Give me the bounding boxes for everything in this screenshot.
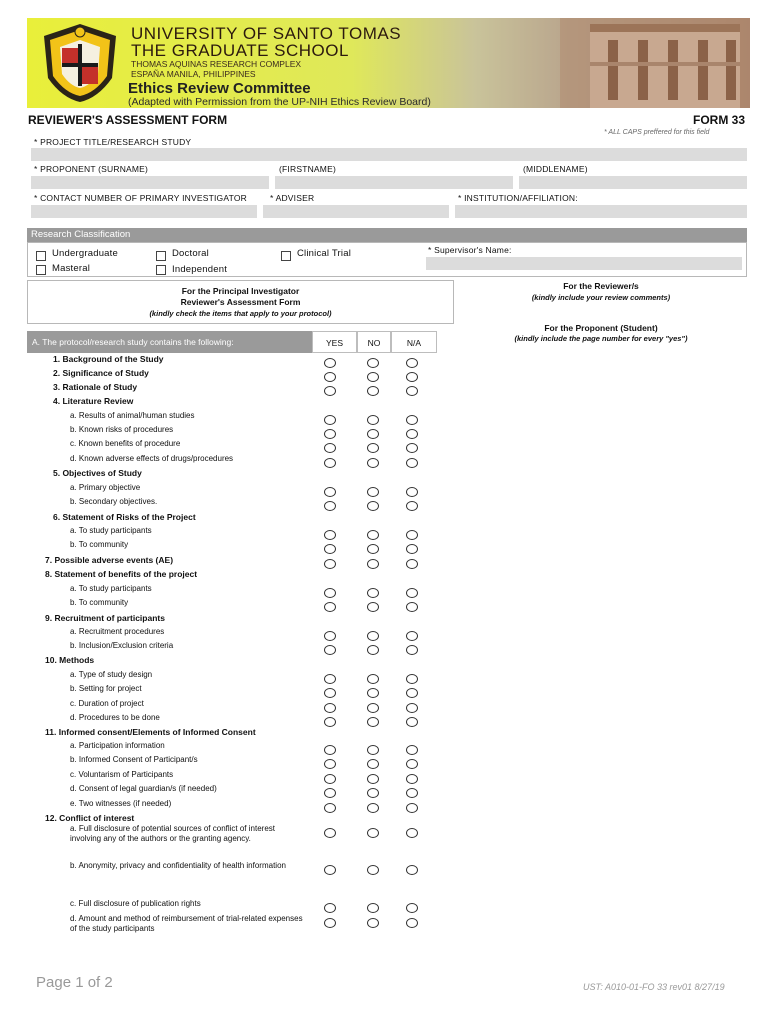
checklist-item-label: 8. Statement of benefits of the project [45, 569, 198, 579]
committee-name: Ethics Review Committee [128, 80, 311, 97]
section-a-header: A. The protocol/research study contains the following: [27, 331, 312, 353]
na-radio[interactable] [406, 865, 418, 875]
pi-line2: Reviewer's Assessment Form [180, 297, 301, 307]
ust-seal-icon [38, 22, 122, 104]
no-radio[interactable] [367, 918, 379, 928]
yes-radio[interactable] [324, 803, 336, 813]
adviser-label: * ADVISER [270, 193, 315, 203]
na-radio[interactable] [406, 372, 418, 382]
checklist-item-label: c. Known benefits of procedure [70, 439, 181, 448]
masteral-checkbox[interactable] [36, 265, 46, 275]
na-radio[interactable] [406, 774, 418, 784]
no-radio[interactable] [367, 372, 379, 382]
na-radio[interactable] [406, 588, 418, 598]
na-radio[interactable] [406, 544, 418, 554]
doctoral-checkbox[interactable] [156, 251, 166, 261]
yes-radio[interactable] [324, 703, 336, 713]
yes-radio[interactable] [324, 717, 336, 727]
no-radio[interactable] [367, 717, 379, 727]
proponent-title: For the Proponent (Student) [544, 323, 658, 333]
yes-radio[interactable] [324, 530, 336, 540]
checklist-item-label: 9. Recruitment of participants [45, 613, 165, 623]
no-radio[interactable] [367, 631, 379, 641]
yes-radio[interactable] [324, 674, 336, 684]
checklist-item-label: d. Known adverse effects of drugs/procedures [70, 454, 234, 463]
independent-checkbox[interactable] [156, 265, 166, 275]
yes-radio[interactable] [324, 903, 336, 913]
na-radio[interactable] [406, 443, 418, 453]
supervisor-field[interactable] [426, 257, 742, 270]
na-radio[interactable] [406, 674, 418, 684]
no-radio[interactable] [367, 865, 379, 875]
page-number: Page 1 of 2 [36, 974, 113, 991]
caps-note: * ALL CAPS preffered for this field [604, 129, 710, 136]
checklist-item-label: a. Results of animal/human studies [70, 411, 195, 420]
yes-radio[interactable] [324, 759, 336, 769]
yes-radio[interactable] [324, 588, 336, 598]
undergraduate-label: Undergraduate [52, 248, 118, 259]
yes-radio[interactable] [324, 602, 336, 612]
address-line-1: THOMAS AQUINAS RESEARCH COMPLEX [131, 59, 302, 69]
no-radio[interactable] [367, 458, 379, 468]
checklist-item-label: 2. Significance of Study [53, 368, 149, 378]
na-radio[interactable] [406, 458, 418, 468]
checklist-item-label: d. Procedures to be done [70, 713, 160, 722]
checklist-item-label: a. Type of study design [70, 670, 153, 679]
adapted-note: (Adapted with Permission from the UP-NIH Ethics Review Board) [128, 96, 431, 108]
checklist-item-label: 12. Conflict of interest [45, 813, 135, 823]
classification-header: Research Classification [27, 228, 747, 242]
yes-radio[interactable] [324, 386, 336, 396]
doctoral-label: Doctoral [172, 248, 209, 259]
checklist-item-label: 3. Rationale of Study [53, 382, 138, 392]
undergraduate-checkbox[interactable] [36, 251, 46, 261]
no-radio[interactable] [367, 588, 379, 598]
yes-radio[interactable] [324, 501, 336, 511]
checklist-item-label: 11. Informed consent/Elements of Informed Consent [45, 727, 256, 737]
pi-line1: For the Principal Investigator [181, 286, 300, 296]
university-name: UNIVERSITY OF SANTO TOMAS [131, 24, 402, 43]
checklist-item-label: a. Primary objective [70, 483, 141, 492]
checklist-item-label: b. Secondary objectives. [70, 497, 158, 506]
yes-radio[interactable] [324, 487, 336, 497]
no-radio[interactable] [367, 759, 379, 769]
na-radio[interactable] [406, 803, 418, 813]
na-radio[interactable] [406, 429, 418, 439]
na-radio[interactable] [406, 717, 418, 727]
na-radio[interactable] [406, 918, 418, 928]
yes-radio[interactable] [324, 544, 336, 554]
no-radio[interactable] [367, 903, 379, 913]
project-title-label: * PROJECT TITLE/RESEARCH STUDY [34, 137, 192, 147]
building-image [560, 18, 750, 108]
na-radio[interactable] [406, 688, 418, 698]
clinical-trial-label: Clinical Trial [297, 248, 352, 259]
school-name: THE GRADUATE SCHOOL [131, 41, 349, 60]
checklist-item-label: 6. Statement of Risks of the Project [53, 512, 196, 522]
checklist-item-label: 7. Possible adverse events (AE) [45, 555, 174, 565]
checklist-item-label: 1. Background of the Study [53, 354, 164, 364]
no-radio[interactable] [367, 544, 379, 554]
project-title-field[interactable] [31, 148, 747, 161]
checklist-item-label: a. Recruitment procedures [70, 627, 165, 636]
checklist-item-label: b. Setting for project [70, 684, 142, 693]
address-line-2: ESPAÑA MANILA, PHILIPPINES [131, 69, 256, 79]
yes-radio[interactable] [324, 828, 336, 838]
no-radio[interactable] [367, 745, 379, 755]
yes-radio[interactable] [324, 443, 336, 453]
no-radio[interactable] [367, 530, 379, 540]
checklist-item-label: b. Known risks of procedures [70, 425, 174, 434]
checklist-item-label: c. Voluntarism of Participants [70, 770, 174, 779]
na-radio[interactable] [406, 530, 418, 540]
checklist-item-label: d. Consent of legal guardian/s (if needed) [70, 784, 217, 793]
no-radio[interactable] [367, 774, 379, 784]
no-radio[interactable] [367, 645, 379, 655]
no-radio[interactable] [367, 487, 379, 497]
yes-radio[interactable] [324, 774, 336, 784]
na-radio[interactable] [406, 559, 418, 569]
checklist-item-label: b. Anonymity, privacy and confidentiality of health information [70, 861, 286, 870]
yes-radio[interactable] [324, 458, 336, 468]
masteral-label: Masteral [52, 263, 91, 274]
na-radio[interactable] [406, 386, 418, 396]
no-radio[interactable] [367, 703, 379, 713]
na-radio[interactable] [406, 631, 418, 641]
proponent-note: (kindly include the page number for every "yes") [514, 334, 688, 343]
checklist-item-label: b. To community [70, 540, 129, 549]
no-radio[interactable] [367, 429, 379, 439]
yes-radio[interactable] [324, 688, 336, 698]
no-radio[interactable] [367, 674, 379, 684]
na-radio[interactable] [406, 645, 418, 655]
supervisor-label: * Supervisor's Name: [428, 245, 512, 255]
checklist-item-label: 4. Literature Review [53, 396, 134, 406]
form-title: REVIEWER'S ASSESSMENT FORM [28, 113, 228, 127]
yes-radio[interactable] [324, 645, 336, 655]
contact-label: * CONTACT NUMBER OF PRIMARY INVESTIGATOR [34, 193, 247, 203]
no-radio[interactable] [367, 688, 379, 698]
form-code: UST: A010-01-FO 33 rev01 8/27/19 [583, 982, 725, 992]
surname-field[interactable] [31, 176, 269, 189]
checklist-item-label: b. To community [70, 598, 129, 607]
yes-radio[interactable] [324, 631, 336, 641]
clinical-trial-checkbox[interactable] [281, 251, 291, 261]
col-na: N/A [391, 331, 437, 353]
checklist-item-label: e. Two witnesses (if needed) [70, 799, 172, 808]
no-radio[interactable] [367, 828, 379, 838]
yes-radio[interactable] [324, 865, 336, 875]
yes-radio[interactable] [324, 918, 336, 928]
checklist-item-label: b. Inclusion/Exclusion criteria [70, 641, 174, 650]
checklist-item-label: a. To study participants [70, 584, 152, 593]
checklist-item-label: c. Duration of project [70, 699, 144, 708]
institution-label: * INSTITUTION/AFFILIATION: [458, 193, 578, 203]
firstname-label: (FIRSTNAME) [279, 164, 336, 174]
reviewer-title: For the Reviewer/s [563, 281, 639, 291]
na-radio[interactable] [406, 828, 418, 838]
checklist-item-label: d. Amount and method of reimbursement of trial-related expenses of the study participants [70, 914, 303, 933]
pi-note: (kindly check the items that apply to your protocol) [149, 309, 332, 318]
no-radio[interactable] [367, 358, 379, 368]
checklist-item-label: 10. Methods [45, 655, 95, 665]
no-radio[interactable] [367, 559, 379, 569]
middlename-field[interactable] [519, 176, 747, 189]
checklist-item-label: b. Informed Consent of Participant/s [70, 755, 198, 764]
checklist-item-label: a. Full disclosure of potential sources of conflict of interest involving any of the authors or the granting agency. [70, 824, 275, 843]
yes-radio[interactable] [324, 559, 336, 569]
reviewer-note: (kindly include your review comments) [531, 293, 671, 302]
na-radio[interactable] [406, 501, 418, 511]
no-radio[interactable] [367, 788, 379, 798]
na-radio[interactable] [406, 759, 418, 769]
institution-field[interactable] [455, 205, 747, 218]
yes-radio[interactable] [324, 429, 336, 439]
contact-field[interactable] [31, 205, 257, 218]
yes-radio[interactable] [324, 415, 336, 425]
na-radio[interactable] [406, 903, 418, 913]
yes-radio[interactable] [324, 358, 336, 368]
yes-radio[interactable] [324, 788, 336, 798]
no-radio[interactable] [367, 386, 379, 396]
na-radio[interactable] [406, 487, 418, 497]
middlename-label: (MIDDLENAME) [523, 164, 588, 174]
na-radio[interactable] [406, 745, 418, 755]
no-radio[interactable] [367, 443, 379, 453]
yes-radio[interactable] [324, 372, 336, 382]
no-radio[interactable] [367, 602, 379, 612]
form-number: FORM 33 [693, 113, 746, 127]
na-radio[interactable] [406, 358, 418, 368]
yes-radio[interactable] [324, 745, 336, 755]
checklist-item-label: c. Full disclosure of publication rights [70, 899, 201, 908]
no-radio[interactable] [367, 803, 379, 813]
checklist-item-label: a. To study participants [70, 526, 152, 535]
na-radio[interactable] [406, 602, 418, 612]
checklist-item-label: a. Participation information [70, 741, 165, 750]
checklist-item-label: 5. Objectives of Study [53, 468, 142, 478]
col-yes: YES [312, 331, 357, 353]
no-radio[interactable] [367, 501, 379, 511]
na-radio[interactable] [406, 703, 418, 713]
adviser-field[interactable] [263, 205, 449, 218]
surname-label: * PROPONENT (SURNAME) [34, 164, 149, 174]
na-radio[interactable] [406, 415, 418, 425]
no-radio[interactable] [367, 415, 379, 425]
na-radio[interactable] [406, 788, 418, 798]
independent-label: Independent [172, 264, 228, 275]
firstname-field[interactable] [275, 176, 513, 189]
col-no: NO [357, 331, 391, 353]
